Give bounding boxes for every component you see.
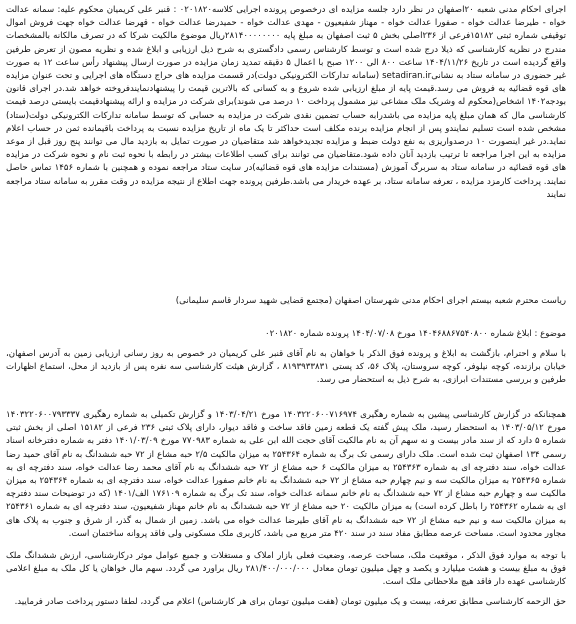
expert-fee-paragraph: حق الزحمه کارشناسی مطابق تعرفه، بیست و یک میلیون تومان (هفت میلیون تومان برای هر کارشناس) اعلام می گردد، لطفا دستور پرداخت صادر فرمایید.	[14, 597, 566, 607]
addressee-line: ریاست محترم شعبه بیستم اجرای احکام مدنی شهرستان اصفهان (مجتمع قضایی شهید سردار قاسم سلیمانی)	[175, 296, 566, 306]
salutation-paragraph: با سلام و احترام، بازگشت به ابلاغ و پرونده فوق الذکر با خواهان به نام آقای قنبر علی کریمیان در خصوص به روز رسانی ارزیابی زمین به آدرس اصفهان، خیابان برازنده، کوچه نیلوفر، کوچه سروستان، پلاک ۵۶، کد پستی ۸۱۹۳۹۳۳۸۳۱ ، گزارش هیئت کارشناسی سه نفره پس از بازدید از محل، استماع اظهارات طرفین و بررسی مستندات ابرازی، به شرح ذیل به استحضار می رسد.	[6, 349, 566, 386]
valuation-paragraph: با توجه به موارد فوق الذکر ، موقعیت ملک، مساحت عرصه، وضعیت فعلی بازار املاک و مستغلات و جمیع عوامل موثر درکارشناسی، ارزش ششدانگ ملک فوق به مبلغ بیست و هشت میلیارد و یکصد و چهل میلیون تومان معادل ۲۸۱/۴۰۰/۰۰۰/۰۰۰ ریال براورد می گردد. سهم مال خواهان یا کل ملک به مبلغ اعلامی کارشناسی عهده دار فاقد هیچ ملاحظاتی ملک است.	[6, 551, 566, 588]
subject-line: موضوع : ابلاغ شماره ۱۴۰۴۶۸۸۶۷۵۴۰۸۰۰ مورخ ۱۴۰۴/۰۷/۰۸ پرونده شماره ۰۲۰۱۸۲۰	[264, 329, 566, 339]
auction-notice-paragraph: اجرای احکام مدنی شعبه ۲۰اصفهان در نظر دارد جلسه مزایده ای درخصوص پرونده اجرایی کلاسه۰۲۰۱۸۲۰ : قنبر علی کریمیان محکوم علیه: سمانه عدالت خواه - طیرضا عدالت خواه - صفورا عدالت خواه - مهناز شفیعیون - مهدی عدالت خواه - حمیدرضا عدالت خواه - قهرضا عدالت خواه جهت فروش اموال توقیفی شماره ثبتی ۱۵۱۸۲فرعی از ۲۳۶اصلی بخش ۵ ثبت اصفهان به مبلغ پایه ۲۸۱۴۰۰۰۰۰۰۰۰ریال موضوع مالکیت شرکا که در تصرف مالکانه بالمشخصات مندرج در نظریه کارشناسی که ذیلا درج شده است و توسط کارشناس رسمی دادگستری به شرح ذیل ارزیابی و ابلاغ شده و نظریه مصون از تعرض طرفین واقع گردیده است در تاریخ ۱۴۰۴/۱۱/۲۶ ساعت ۸۰۰ الی ۱۲۰۰ صبح با اعمال ۵ دقیقه تمدید زمان مزایده در صورت ارسال پیشنهاد رأس ساعت ۱۲ به صورت غیر حضوری در سامانه ستاد به نشانیsetadiran.ir (سامانه تدارکات الکترونیکی دولت)در قسمت مزایده های حراج دستگاه های اجرایی و تحت عنوان مزایده های قوه قضائیه به فروش می رسد.قیمت پایه از مبلغ ارزیابی شده شروع و به کسانی که بالاترین قیمت را پیشنهادنمایندفروخته خواهد شد.در اجرای قانون بودجه۱۴۰۲ اشخاص(محکوم له وشریک ملک مشاعی نیز مشمول پرداخت ۱۰ درصد می شوند)برای شرکت در مزایده و ارائه پیشنهادقیمت بایستی درصد قیمت کارشناسی مال که همان مبلغ پایه مزایده می باشدرابه حساب تضمین نقدی شرکت در مزایده به حسابی که توسط سامانه تدارکات الکترونیکی دولت(ستاد) مشخص شده است تسلیم نمایندو پس از انجام مزایده برنده مکلف است حداکثر تا یک ماه از تاریخ مزایده نسبت به پرداخت باقیمانده ثمن در حساب اعلام نماید.در غیر اینصورت ۱۰ درصدواریزی به نفع دولت ضبط و مزایده تجدیدخواهد شد متقاضیان در صورت تمایل به بازدید مال می توانند پنج روز قبل از موعد مزایده به این اجرا مراجعه تا ترتیب بازدید آنان داده شود.متقاضیان می توانند برای کسب اطلاعات بیشتر در رابطه با نحوه ثبت نام و نحوه شرکت در مزایده های قوه قضائیه در سامانه ستاد به سربرگ آموزش (مستندات مزایده های قوه قضائیه)در سایت ستاد مراجعه نموده و همچنین با شماره ۱۴۵۶ تماس حاصل نمایند. پرداخت کارمزد مزایده ، تعرفه سامانه ستاد، بر عهده خریدار می باشد.طرفین پرونده جهت اطلاع از نتیجه مزایده در وقت مقرر به سامانه ستاد مراجعه نمایند	[6, 5, 566, 200]
expert-report-paragraph: همچنانکه در گزارش کارشناسی پیشین به شماره رهگیری ۱۴۰۳۲۲۰۶۰۰۷۱۶۹۷۴ مورخ ۱۴۰۳/۰۴/۲۱ و گزارش تکمیلی به شماره رهگیری ۱۴۰۳۲۲۰۶۰۰۷۹۳۳۳۷ مورخ ۱۴۰۳/۰۵/۱۲ به استحضار رسید، ملک پیش گفته یک قطعه زمین فاقد ساخت و فاقد دیوار، دارای پلاک ثبتی ۲۳۶ فرعی از ۱۵۱۸۲ اصلی از بخش ثبتی شماره ۵ دارد که از سند مادر بیست و نه سهم آن به نام مالکیت آقای حجت الله ابن علی به شماره ۷۷۰۹۸۳ مورخ ۱۴۰۱/۰۳/۰۹ دفتر به شماره دفترخانه اسناد رسمی ۱۳۴ اصفهان ثبت شده است. ملک دارای رسمی تک برگ به شماره ۲۵۴۳۶۴ به میزان مالکیت ۲/۵ حبه مشاع از ۷۲ حبه ششدانگ به نام آقای حمید رضا عدالت خواه، سند دفترچه ای به شماره ۲۵۴۳۶۳ به میزان مالکیت ۶ حبه مشاع از ۷۲ حبه ششدانگ به نام آقای محمد رضا عدالت خواه، سند دفترچه ای به شماره ۲۵۴۳۶۵ به میزان مالکیت سه و نیم چهارم حبه مشاع از ۷۲ حبه ششدانگ به نام خانم صفورا عدالت خواه، سند دفترچه ای به شماره ۲۵۴۳۶۴ به میزان مالکیت سه و چهارم حبه مشاع از ۷۲ حبه ششدانگ به نام خانم سمانه عدالت خواه، سند تک برگ به شماره ۱۷۶۱۰۹ الف/۱۴۰۱ (که در توضیحات سند دفترچه ای به شماره ۲۵۴۳۶۲ را باطل کرده است) به میزان مالکیت ۲۰ حبه مشاع از ۷۲ حبه ششدانگ به نام خانم مهناز شفیعیون، سند دفترچه ای به شماره ۲۵۴۳۶۱ به میزان مالکیت سه و نیم حبه مشاع از ۷۲ حبه ششدانگ به نام آقای طیرضا عدالت خواه می باشد. زمین از شمال به گذر، از شرق و جنوب به پلاک های مجاور محدود است. مساحت عرصه مطابق مفاد سند در سند ۴۲۰ متر مربع می باشد، کاربری ملک مسکونی ولی فاقد پروانه ساختمان است.	[6, 410, 566, 539]
